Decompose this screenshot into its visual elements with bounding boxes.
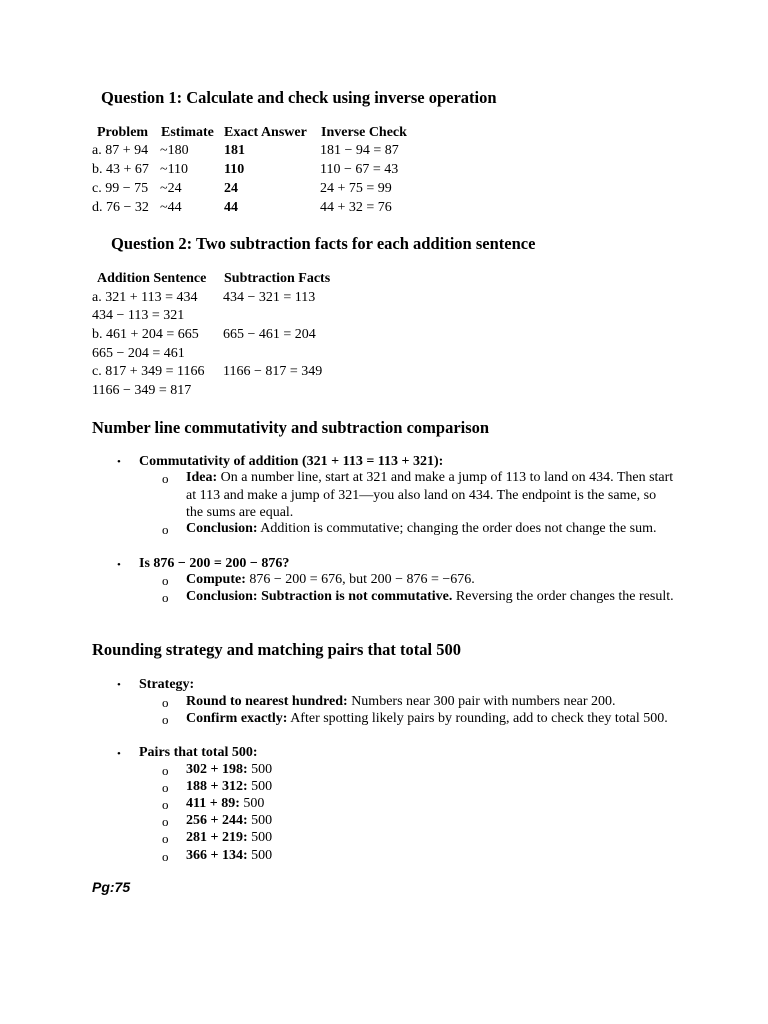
pair-value: 500 — [247, 848, 273, 863]
q1-header-check: Inverse Check — [321, 125, 407, 140]
conclusion-text: Addition is commutative; changing the order does not change the sum. — [257, 521, 657, 536]
pair-label: 281 + 219: — [186, 830, 248, 845]
confirm-label: Confirm exactly: — [186, 711, 288, 726]
list-item — [186, 829, 272, 847]
table-row — [0, 382, 768, 400]
q1-estimate: ~180 — [160, 143, 189, 158]
pair-value: 500 — [247, 813, 273, 828]
table-row — [0, 326, 768, 344]
q2-title: Question 2: Two subtraction facts for each addition sentence — [111, 234, 536, 253]
list-item — [186, 795, 264, 813]
conclusion-paragraph — [186, 520, 681, 538]
sub-bullet-icon: o — [162, 712, 169, 727]
bullet-icon: • — [117, 679, 121, 691]
pair-label: 411 + 89: — [186, 796, 240, 811]
subtraction-question-label: Is 876 − 200 = 200 − 876? — [139, 556, 290, 571]
q1-problem: b. 43 + 67 — [92, 162, 149, 177]
bullet-icon: • — [117, 456, 121, 468]
sub-bullet-icon: o — [162, 849, 169, 864]
q2-subtraction: 434 − 321 = 113 — [223, 290, 316, 305]
q1-problem: a. 87 + 94 — [92, 143, 149, 158]
q1-check: 44 + 32 = 76 — [320, 200, 392, 215]
table-row — [0, 289, 768, 307]
conclusion-label: Conclusion: — [186, 521, 258, 536]
bullet-icon: • — [117, 748, 121, 760]
round-label: Round to nearest hundred: — [186, 694, 348, 709]
subtraction-conclusion-text: Reversing the order changes the result. — [452, 589, 674, 604]
pair-value: 500 — [239, 796, 265, 811]
sub-bullet-icon: o — [162, 590, 169, 605]
sub-bullet-icon: o — [162, 797, 169, 812]
table-row — [0, 199, 768, 217]
sub-bullet-icon: o — [162, 780, 169, 795]
q2-addition: c. 817 + 349 = 1166 — [92, 364, 205, 379]
q2-subtraction: 1166 − 349 = 817 — [92, 383, 192, 398]
q2-subtraction: 665 − 204 = 461 — [92, 346, 185, 361]
pairs-label: Pairs that total 500: — [139, 745, 258, 760]
q2-subtraction: 434 − 113 = 321 — [92, 308, 185, 323]
q1-exact: 44 — [224, 200, 238, 215]
confirm-text: After spotting likely pairs by rounding, add to check they total 500. — [287, 711, 668, 726]
page-number: Pg:75 — [92, 879, 131, 895]
q1-estimate: ~110 — [160, 162, 189, 177]
q2-subtraction: 665 − 461 = 204 — [223, 327, 316, 342]
pair-value: 500 — [247, 830, 273, 845]
table-row — [0, 142, 768, 160]
table-row — [0, 363, 768, 381]
sub-bullet-icon: o — [162, 695, 169, 710]
q2-addition: b. 461 + 204 = 665 — [92, 327, 199, 342]
round-paragraph — [186, 693, 686, 711]
sub-bullet-icon: o — [162, 522, 169, 537]
q1-check: 24 + 75 = 99 — [320, 181, 392, 196]
sub-bullet-icon: o — [162, 471, 169, 486]
table-row — [0, 161, 768, 179]
list-item — [186, 778, 272, 796]
q1-problem: c. 99 − 75 — [92, 181, 149, 196]
idea-paragraph — [186, 469, 676, 522]
list-item — [186, 812, 272, 830]
q1-exact: 24 — [224, 181, 238, 196]
table-row — [0, 345, 768, 363]
pair-label: 256 + 244: — [186, 813, 248, 828]
q1-title: Question 1: Calculate and check using inverse operation — [101, 88, 497, 107]
q1-exact: 181 — [224, 143, 245, 158]
q1-header-problem: Problem — [97, 125, 149, 140]
section4-title: Rounding strategy and matching pairs that total 500 — [92, 640, 461, 659]
commutativity-label: Commutativity of addition (321 + 113 = 113 + 321): — [139, 454, 444, 469]
pair-label: 302 + 198: — [186, 762, 248, 777]
q1-estimate: ~44 — [160, 200, 182, 215]
q2-addition: a. 321 + 113 = 434 — [92, 290, 198, 305]
pair-label: 366 + 134: — [186, 848, 248, 863]
table-row — [0, 307, 768, 325]
list-item — [186, 847, 272, 865]
pair-label: 188 + 312: — [186, 779, 248, 794]
q2-header-addition: Addition Sentence — [97, 271, 207, 286]
subtraction-conclusion-paragraph — [186, 588, 676, 606]
q1-problem: d. 76 − 32 — [92, 200, 149, 215]
pair-value: 500 — [247, 762, 273, 777]
section3-title: Number line commutativity and subtraction comparison — [92, 418, 490, 437]
pair-value: 500 — [247, 779, 273, 794]
compute-paragraph — [186, 571, 676, 589]
round-text: Numbers near 300 pair with numbers near 200. — [347, 694, 616, 709]
bullet-icon: • — [117, 559, 121, 571]
compute-label: Compute: — [186, 572, 246, 587]
q2-subtraction: 1166 − 817 = 349 — [223, 364, 323, 379]
q2-table-header — [0, 270, 768, 288]
sub-bullet-icon: o — [162, 763, 169, 778]
q1-estimate: ~24 — [160, 181, 182, 196]
subtraction-conclusion-label: Conclusion: Subtraction is not commutative. — [186, 589, 453, 604]
idea-text: On a number line, start at 321 and make a jump of 113 to land on 434. Then start at 113 and make a jump of 321—you also land on 434. The endpoint is the same, so the sums are equal. — [186, 470, 674, 520]
strategy-label: Strategy: — [139, 677, 195, 692]
list-item — [186, 761, 272, 779]
q1-check: 110 − 67 = 43 — [320, 162, 399, 177]
compute-text: 876 − 200 = 676, but 200 − 876 = −676. — [245, 572, 475, 587]
sub-bullet-icon: o — [162, 831, 169, 846]
sub-bullet-icon: o — [162, 814, 169, 829]
q1-header-estimate: Estimate — [161, 125, 214, 140]
sub-bullet-icon: o — [162, 573, 169, 588]
q1-exact: 110 — [224, 162, 245, 177]
confirm-paragraph — [186, 710, 671, 728]
q1-header-exact: Exact Answer — [224, 125, 307, 140]
q1-table-header — [0, 124, 768, 142]
idea-label: Idea: — [186, 470, 218, 485]
q2-header-subtraction: Subtraction Facts — [224, 271, 331, 286]
table-row — [0, 180, 768, 198]
q1-check: 181 − 94 = 87 — [320, 143, 399, 158]
